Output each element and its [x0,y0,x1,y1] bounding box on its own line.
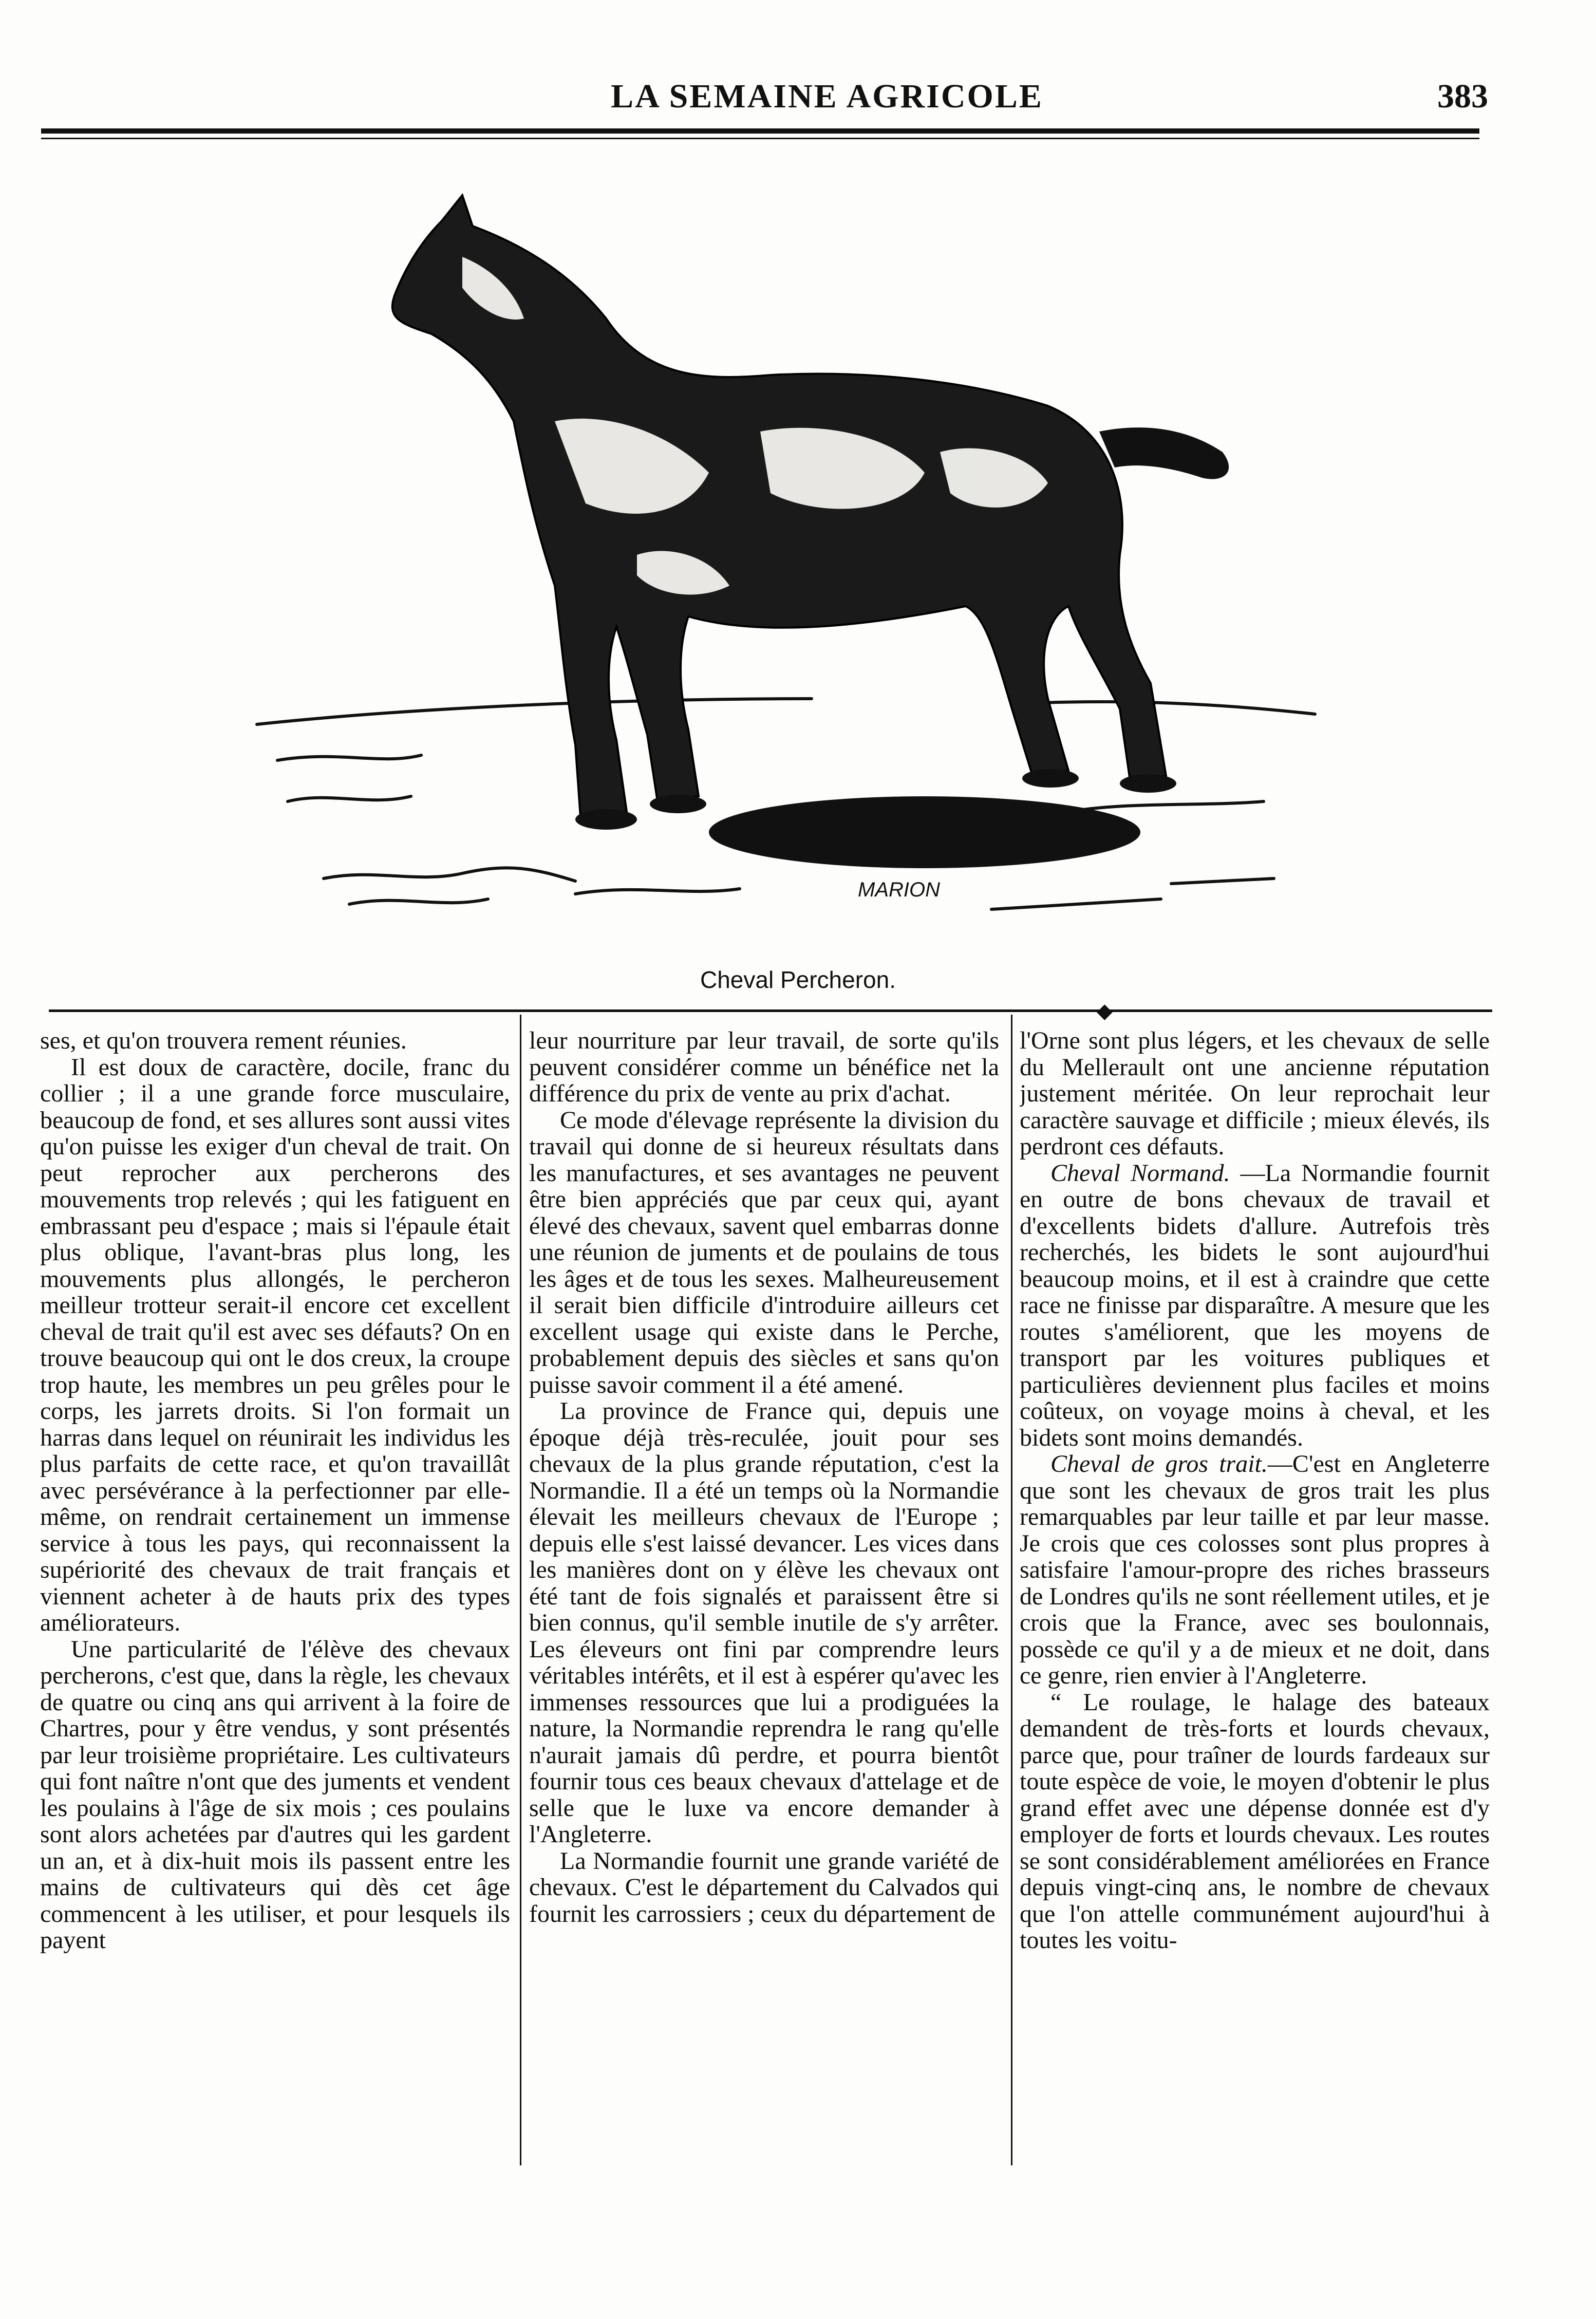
paragraph: La province de France qui, depuis une époque déjà très-reculée, jouit pour ses chevaux de la plus grande réputation, c'est la Normandie. Il a été un temps où la Normandie élevait les meilleurs chevaux de l'Europe ; depuis elle s'est laissé devancer. Les vices dans les manières dont on y élève les chevaux ont été tant de fois signalés et paraissent être si bien connus, qu'il semble inutile de s'y arrêter. Les éleveurs ont fini par comprendre leurs véritables intérêts, et il est à espérer qu'avec les immenses ressources que lui a prodiguées la nature, la Normandie reprendra le rang qu'elle n'aurait jamais dû perdre, et pourra bientôt fournir tous ces beaux chevaux d'attelage et de selle que le luxe va encore demander à l'Angleterre. [529,1397,999,1848]
paragraph-body: —C'est en Angleterre que sont les chevaux de gros trait les plus remarquables par leur taille et par leur masse. Je crois que ces colosses sont plus propres à satisfaire l'amour-propre des riches brasseurs de Londres qu'ils ne sont réellement utiles, et je crois que la France, avec ses boulonnais, possède ce qu'il y a de mieux et ne doit, dans ce genre, rien envier à l'Angleterre. [1020,1450,1490,1689]
figure-caption: Cheval Percheron. [700,966,896,993]
text-column-2 [529,1027,999,2168]
paragraph [1020,1160,1490,1451]
column-divider [1011,1015,1012,2165]
paragraph: “ Le roulage, le halage des bateaux demandent de très-forts et lourds chevaux, parce que, pour traîner de lourds fardeaux sur toute espèce de voie, le moyen d'obtenir le plus grand effet avec une dépense donnée est d'y employer de forts et lourds chevaux. Les routes se sont considérablement améliorées en France depuis vingt-cinq ans, le nombre de chevaux que l'on attelle communément aujourd'hui à toutes les voitu- [1020,1688,1490,1954]
header-rule [41,128,1479,134]
text-column-1 [40,1027,510,2168]
column-divider [520,1015,521,2165]
paragraph-body: —La Normandie fournit en outre de bons chevaux de travail et d'excellents bidets d'allure. Autrefois très recherchés, les bidets le sont aujourd'hui beaucoup moins, et il est à craindre que cette race ne finisse par disparaître. A mesure que les routes s'améliorent, que les moyens de transport par les voitures publiques et particulières deviennent plus faciles et moins coûteux, on voyage moins à cheval, et les bidets sont moins demandés. [1020,1159,1490,1451]
paragraph: ses, et qu'on trouvera rement réunies. [40,1027,407,1054]
paragraph: Il est doux de caractère, docile, franc du collier ; il a une grande force musculaire, beaucoup de fond, et ses allures sont aussi vites qu'on puisse les exiger d'un cheval de trait. On peut reprocher aux percherons des mouvements trop relevés ; qui les fatiguent en embrassant peu d'espace ; mais si l'épaule était plus oblique, l'avant-bras plus long, les mouvements plus allongés, le percheron meilleur trotteur serait-il encore cet excellent cheval de trait qu'il est avec ses défauts? On en trouve beaucoup qui ont le dos creux, la croupe trop haute, les membres un peu grêles pour le corps, les jarrets droits. Si l'on formait un harras dans lequel on réunirait les individus les plus parfaits de cette race, et qu'on travaillât avec persévérance à la perfectionner par elle-même, on rendrait certainement un immense service à tous les pays, qui reconnaissent la supériorité des chevaux de trait français et viennent acheter à de hauts prix des types améliorateurs. [40,1053,510,1636]
paragraph: Une particularité de l'élève des chevaux percherons, c'est que, dans la règle, les chevaux de quatre ou cinq ans qui arrivent à la foire de Chartres, pour y être vendus, y sont présentés par leur troisième propriétaire. Les cultivateurs qui font naître n'ont que des juments et vendent les poulains à l'âge de six mois ; ces poulains sont alors achetées par d'autres qui les gardent un an, et à dix-huit mois ils passent entre les mains de cultivateurs qui dès cet âge commencent à les utiliser, et pour lesquels ils payent [40,1635,510,1954]
header-rule-thin [41,138,1479,139]
paragraph: Ce mode d'élevage représente la division du travail qui donne de si heureux résultats dans les manufactures, et ses avantages ne peuvent être bien appréciés que par ceux qui, ayant élevé des chevaux, savent quel embarras donne une réunion de juments et de poulains de tous les âges et de tous les sexes. Malheureusement il serait bien difficile d'introduire ailleurs cet excellent usage qui existe dans le Perche, probablement depuis des siècles et sans qu'on puisse savoir comment il a été amené. [529,1106,999,1398]
text-column-3 [1020,1027,1490,2168]
running-head: LA SEMAINE AGRICOLE [611,78,1043,115]
section-rule [49,1009,1492,1012]
paragraph [1020,1451,1490,1689]
paragraph: l'Orne sont plus légers, et les chevaux de selle du Mellerault ont une ancienne réputation justement méritée. On leur reprochait leur caractère sauvage et difficile ; mieux élevés, ils perdront ces défauts. [1020,1027,1490,1160]
section-heading: Cheval Normand. [1050,1159,1230,1187]
paragraph: La Normandie fournit une grande variété de chevaux. C'est le département du Calvados qui fournit les carrossiers ; ceux du département de [529,1847,999,1928]
page-number: 383 [1437,78,1488,115]
artist-signature: MARION [858,878,940,901]
section-heading: Cheval de gros trait. [1050,1450,1268,1478]
horse-engraving [247,164,1336,976]
ornament-icon: ◆ [1097,999,1113,1022]
paragraph: leur nourriture par leur travail, de sorte qu'ils peuvent considérer comme un bénéfice net la différence du prix de vente au prix d'achat. [529,1027,999,1107]
